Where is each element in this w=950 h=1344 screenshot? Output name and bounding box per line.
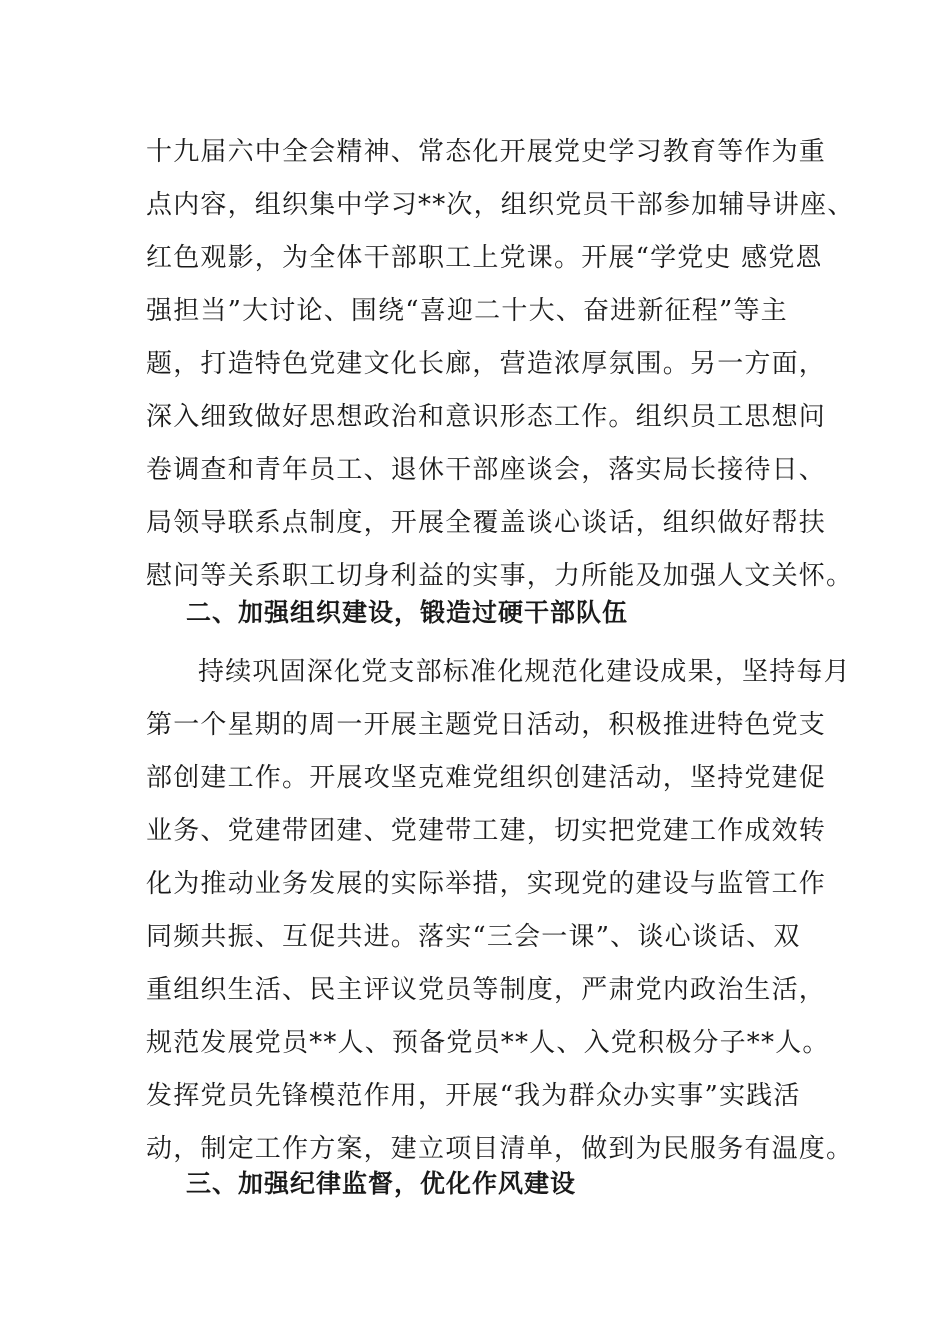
paragraph-line: 慰问等关系职工切身利益的实事，力所能及加强人文关怀。 bbox=[146, 561, 854, 591]
paragraph-line: 题，打造特色党建文化长廊，营造浓厚氛围。另一方面， bbox=[146, 349, 827, 379]
paragraph-line: 深入细致做好思想政治和意识形态工作。组织员工思想问 bbox=[146, 402, 827, 432]
paragraph-line: 重组织生活、民主评议党员等制度，严肃党内政治生活， bbox=[146, 975, 827, 1005]
paragraph-party-history-study bbox=[146, 126, 855, 603]
paragraph-line: 卷调查和青年员工、退休干部座谈会，落实局长接待日、 bbox=[146, 455, 827, 485]
paragraph-line: 第一个星期的周一开展主题党日活动，积极推进特色党支 bbox=[146, 710, 827, 740]
paragraph-line: 同频共振、互促共进。落实“三会一课”、谈心谈话、双 bbox=[146, 922, 801, 952]
paragraph-line: 发挥党员先锋模范作用，开展“我为群众办实事”实践活 bbox=[146, 1081, 801, 1111]
paragraph-line: 点内容，组织集中学习**次，组织党员干部参加辅导讲座、 bbox=[146, 190, 855, 220]
section-heading-discipline: 三、加强纪律监督，优化作风建设 bbox=[186, 1169, 577, 1198]
paragraph-line: 红色观影，为全体干部职工上党课。开展“学党史 感党恩 bbox=[146, 243, 823, 273]
paragraph-line: 部创建工作。开展攻坚克难党组织创建活动，坚持党建促 bbox=[146, 763, 827, 793]
section-heading-organization: 二、加强组织建设，锻造过硬干部队伍 bbox=[186, 598, 629, 627]
paragraph-line: 十九届六中全会精神、常态化开展党史学习教育等作为重 bbox=[146, 137, 827, 167]
paragraph-line: 持续巩固深化党支部标准化规范化建设成果，坚持每月 bbox=[198, 657, 851, 687]
paragraph-line: 规范发展党员**人、预备党员**人、入党积极分子**人。 bbox=[146, 1028, 830, 1058]
paragraph-line: 化为推动业务发展的实际举措，实现党的建设与监管工作 bbox=[146, 869, 827, 899]
paragraph-line: 业务、党建带团建、党建带工建，切实把党建工作成效转 bbox=[146, 816, 827, 846]
paragraph-line: 局领导联系点制度，开展全覆盖谈心谈话，组织做好帮扶 bbox=[146, 508, 827, 538]
paragraph-line: 动，制定工作方案，建立项目清单，做到为民服务有温度。 bbox=[146, 1134, 854, 1164]
paragraph-organization-building bbox=[146, 646, 854, 1176]
paragraph-line: 强担当”大讨论、围绕“喜迎二十大、奋进新征程”等主 bbox=[146, 296, 788, 326]
